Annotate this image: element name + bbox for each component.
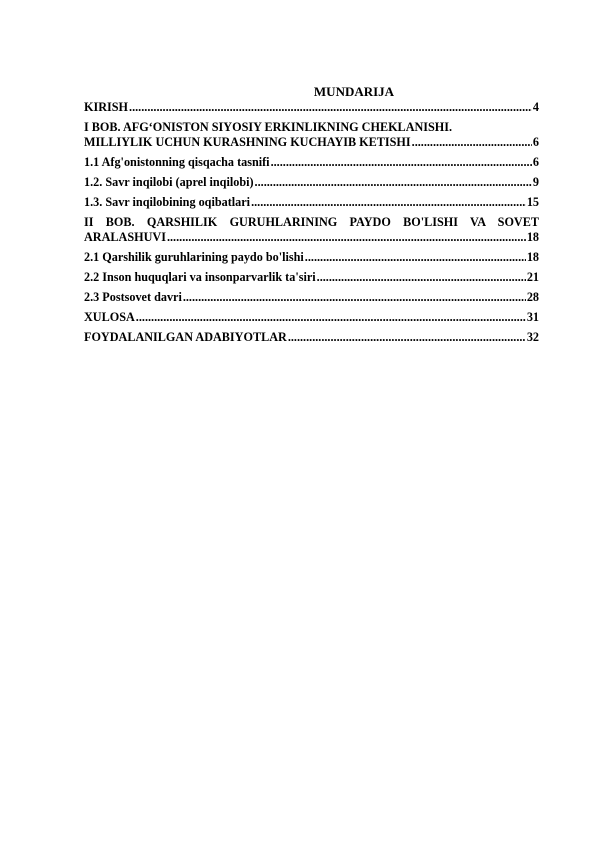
toc-page-number: 18 xyxy=(526,230,539,244)
table-of-contents xyxy=(84,100,539,350)
toc-entry-label: 2.1 Qarshilik guruhlarining paydo bo'lishi xyxy=(84,250,304,264)
toc-leader-dots xyxy=(251,195,526,210)
toc-entry-label: 1.1 Afg'onistonning qisqacha tasnifi xyxy=(84,155,270,169)
toc-entry-2-1[interactable] xyxy=(84,250,539,265)
toc-page-number: 9 xyxy=(532,175,539,189)
toc-page-number: 6 xyxy=(532,155,539,169)
toc-entry-label-line2: ARALASHUVI xyxy=(84,230,166,244)
toc-entry-bob2[interactable] xyxy=(84,215,539,245)
toc-entry-bob1[interactable] xyxy=(84,120,539,150)
toc-entry-label: XULOSA xyxy=(84,310,135,324)
toc-entry-2-3[interactable] xyxy=(84,290,539,305)
toc-entry-kirish[interactable] xyxy=(84,100,539,115)
toc-entry-label-line1: I BOB. AFG‘ONISTON SIYOSIY ERKINLIKNING CHEKLANISHI. xyxy=(84,120,453,134)
toc-entry-1-2[interactable] xyxy=(84,175,539,190)
toc-page-number: 15 xyxy=(526,195,539,209)
toc-entry-label-line1: II BOB. QARSHILIK GURUHLARINING PAYDO BO'LISHI VA SOVET xyxy=(84,215,539,229)
toc-leader-dots xyxy=(412,135,532,150)
toc-leader-dots xyxy=(129,100,532,115)
toc-leader-dots xyxy=(317,270,526,285)
toc-leader-dots xyxy=(271,155,532,170)
toc-entry-xulosa[interactable] xyxy=(84,310,539,325)
toc-entry-label: FOYDALANILGAN ADABIYOTLAR xyxy=(84,330,287,344)
toc-leader-dots xyxy=(288,330,526,345)
toc-title: MUNDARIJA xyxy=(313,84,395,99)
toc-page-number: 18 xyxy=(526,250,539,264)
toc-entry-1-3[interactable] xyxy=(84,195,539,210)
toc-leader-dots xyxy=(167,230,526,245)
toc-entry-label-line2: MILLIYLIK UCHUN KURASHNING KUCHAYIB KETISHI xyxy=(84,135,411,149)
toc-entry-adabiyotlar[interactable] xyxy=(84,330,539,345)
toc-page-number: 31 xyxy=(526,310,539,324)
toc-entry-label: 1.3. Savr inqilobining oqibatlari xyxy=(84,195,251,209)
toc-leader-dots xyxy=(305,250,526,265)
toc-page-number: 32 xyxy=(526,330,539,344)
toc-page-number: 4 xyxy=(532,100,539,114)
toc-entry-label: KIRISH xyxy=(84,100,129,114)
toc-entry-label: 1.2. Savr inqilobi (aprel inqilobi) xyxy=(84,175,254,189)
toc-page-number: 6 xyxy=(532,135,539,149)
toc-page-number: 21 xyxy=(526,270,539,284)
toc-leader-dots xyxy=(136,310,526,325)
toc-leader-dots xyxy=(183,290,526,305)
toc-page-number: 28 xyxy=(526,290,539,304)
toc-entry-2-2[interactable] xyxy=(84,270,539,285)
toc-entry-1-1[interactable] xyxy=(84,155,539,170)
toc-leader-dots xyxy=(255,175,532,190)
toc-entry-label: 2.2 Inson huquqlari va insonparvarlik ta'siri xyxy=(84,270,316,284)
toc-entry-label: 2.3 Postsovet davri xyxy=(84,290,182,304)
